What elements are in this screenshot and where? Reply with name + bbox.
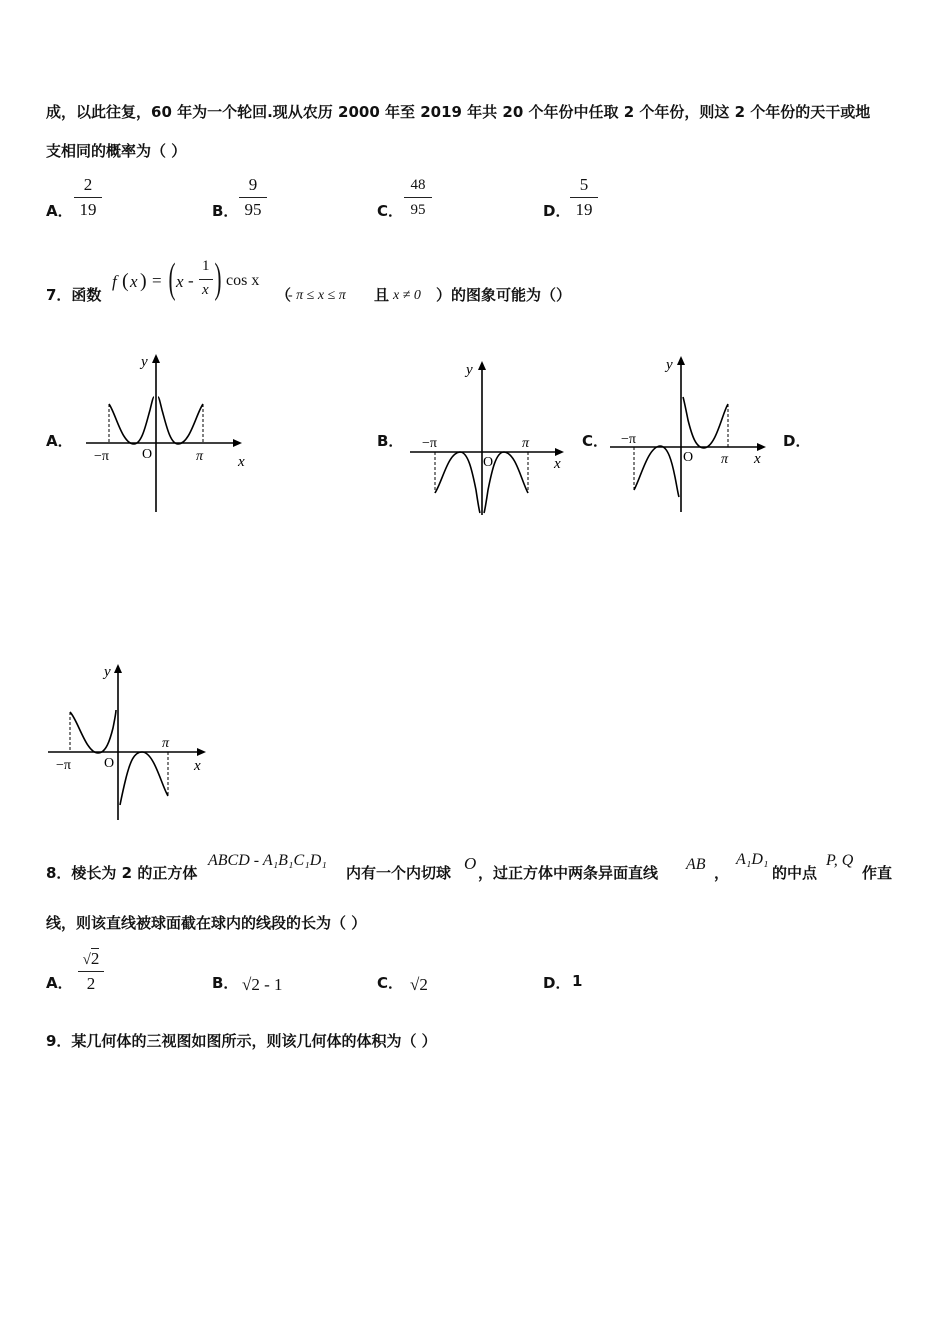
q7-graph-c-origin: O xyxy=(683,450,694,465)
q7-option-a-label: A． xyxy=(46,432,73,450)
q8-comma: ， xyxy=(714,864,730,882)
q7-graph-d-neg-pi: −π xyxy=(56,758,71,773)
q8-option-c-value: √2 xyxy=(410,975,428,994)
q7-prefix: 7．函数 xyxy=(46,286,102,304)
q7-graph-a xyxy=(84,352,260,514)
q8-option-d-label: D． xyxy=(543,974,571,992)
q8-prefix: 8．棱长为 2 的正方体 xyxy=(46,864,198,882)
q6-option-b-label: B． xyxy=(212,202,239,220)
q8-text-line2: 线，则该直线被球面截在球内的线段的长为（ ） xyxy=(46,914,367,932)
q7-graph-c-x-label: x xyxy=(754,451,761,467)
q6-option-c-fraction xyxy=(404,174,432,221)
q7-formula-f: f xyxy=(112,272,117,291)
q7-graph-d xyxy=(46,660,216,822)
q7-graph-c xyxy=(606,352,774,514)
q6-option-c-label: C． xyxy=(377,202,404,220)
q7-option-d-label: D． xyxy=(783,432,811,450)
q6-option-a-fraction xyxy=(74,174,102,221)
q8-mid3: 的中点 xyxy=(772,864,818,882)
q6-option-b-denominator: 95 xyxy=(244,200,262,219)
q7-option-c-label: C． xyxy=(582,432,609,450)
q8-mid1: 内有一个内切球 xyxy=(346,864,452,882)
q6-option-d-fraction xyxy=(570,174,598,221)
q8-tail: 作直 xyxy=(862,864,893,882)
q7-graph-a-pi: π xyxy=(196,449,204,464)
q8-a1d1: A₁D₁ xyxy=(736,851,769,868)
q6-option-b-numerator: 9 xyxy=(248,175,258,194)
q6-option-b-fraction xyxy=(239,174,267,221)
q7-domain: - π ≤ x ≤ π xyxy=(288,288,346,303)
q7-formula-numerator: 1 xyxy=(202,258,210,274)
q8-option-c-label: C． xyxy=(377,974,404,992)
q7-graph-c-pi: π xyxy=(721,452,729,467)
q7-graph-d-origin: O xyxy=(104,756,115,771)
q8-option-b-value: √2 - 1 xyxy=(242,975,283,994)
q6-option-d-denominator: 19 xyxy=(575,200,593,219)
q7-and: 且 xyxy=(374,286,390,304)
q6-text-line2: 支相同的概率为（ ） xyxy=(46,142,187,160)
q7-graph-a-origin: O xyxy=(142,447,153,462)
q7-formula-eq: = xyxy=(152,271,162,290)
q6-option-a-label: A． xyxy=(46,202,73,220)
q7-graph-b-x-label: x xyxy=(554,456,561,472)
q6-option-a-numerator: 2 xyxy=(83,175,93,194)
q7-formula-cos: cos x xyxy=(226,272,260,289)
q8-pq: P, Q xyxy=(826,852,854,869)
q7-graph-d-x-label: x xyxy=(194,758,201,774)
q6-text-line1: 成，以此往复，60 年为一个轮回.现从农历 2000 年至 2019 年共 20 个年份中任取 2 个年份，则这 2 个年份的天干或地 xyxy=(46,103,871,121)
q8-ab: AB xyxy=(686,856,706,873)
q8-option-a-label: A． xyxy=(46,974,73,992)
q8-sphere: O xyxy=(464,854,477,873)
q7-graph-c-neg-pi: −π xyxy=(621,432,636,447)
q6-option-a-denominator: 19 xyxy=(79,200,97,219)
q7-suffix: ）的图象可能为（） xyxy=(436,286,572,304)
q7-graph-d-pi: π xyxy=(162,736,170,751)
q7-graph-c-y-label: y xyxy=(666,357,673,373)
q7-formula: f ( x ) = ( x - 1 x ) cos x xyxy=(112,256,260,302)
q8-mid2: ，过正方体中两条异面直线 xyxy=(478,864,659,882)
q8-cube: ABCD - A₁B₁C₁D₁ xyxy=(208,852,327,869)
q7-graph-a-y-label: y xyxy=(141,354,148,370)
q6-option-c-denominator: 95 xyxy=(410,202,426,218)
q7-graph-a-neg-pi: −π xyxy=(94,449,109,464)
q7-graph-b-pi: π xyxy=(522,436,530,451)
q7-graph-b-origin: O xyxy=(483,455,494,470)
q7-graph-a-x-label: x xyxy=(238,454,245,470)
q8-option-a-value: √2 2 xyxy=(74,946,108,995)
q7-graph-b-y-label: y xyxy=(466,362,473,378)
q7-graph-b-neg-pi: −π xyxy=(422,436,437,451)
q7-formula-x: x xyxy=(130,272,138,291)
q8-option-b-label: B． xyxy=(212,974,239,992)
q7-condition: x ≠ 0 xyxy=(393,288,421,303)
q6-option-c-numerator: 48 xyxy=(410,177,426,193)
q8-option-d-value: 1 xyxy=(572,972,583,990)
q6-option-d-label: D． xyxy=(543,202,571,220)
q9-text: 9．某几何体的三视图如图所示，则该几何体的体积为（ ） xyxy=(46,1032,437,1050)
q6-option-d-numerator: 5 xyxy=(579,175,589,194)
q7-graph-d-y-label: y xyxy=(104,664,111,680)
q7-option-b-label: B． xyxy=(377,432,404,450)
q7-graph-b xyxy=(408,355,574,517)
